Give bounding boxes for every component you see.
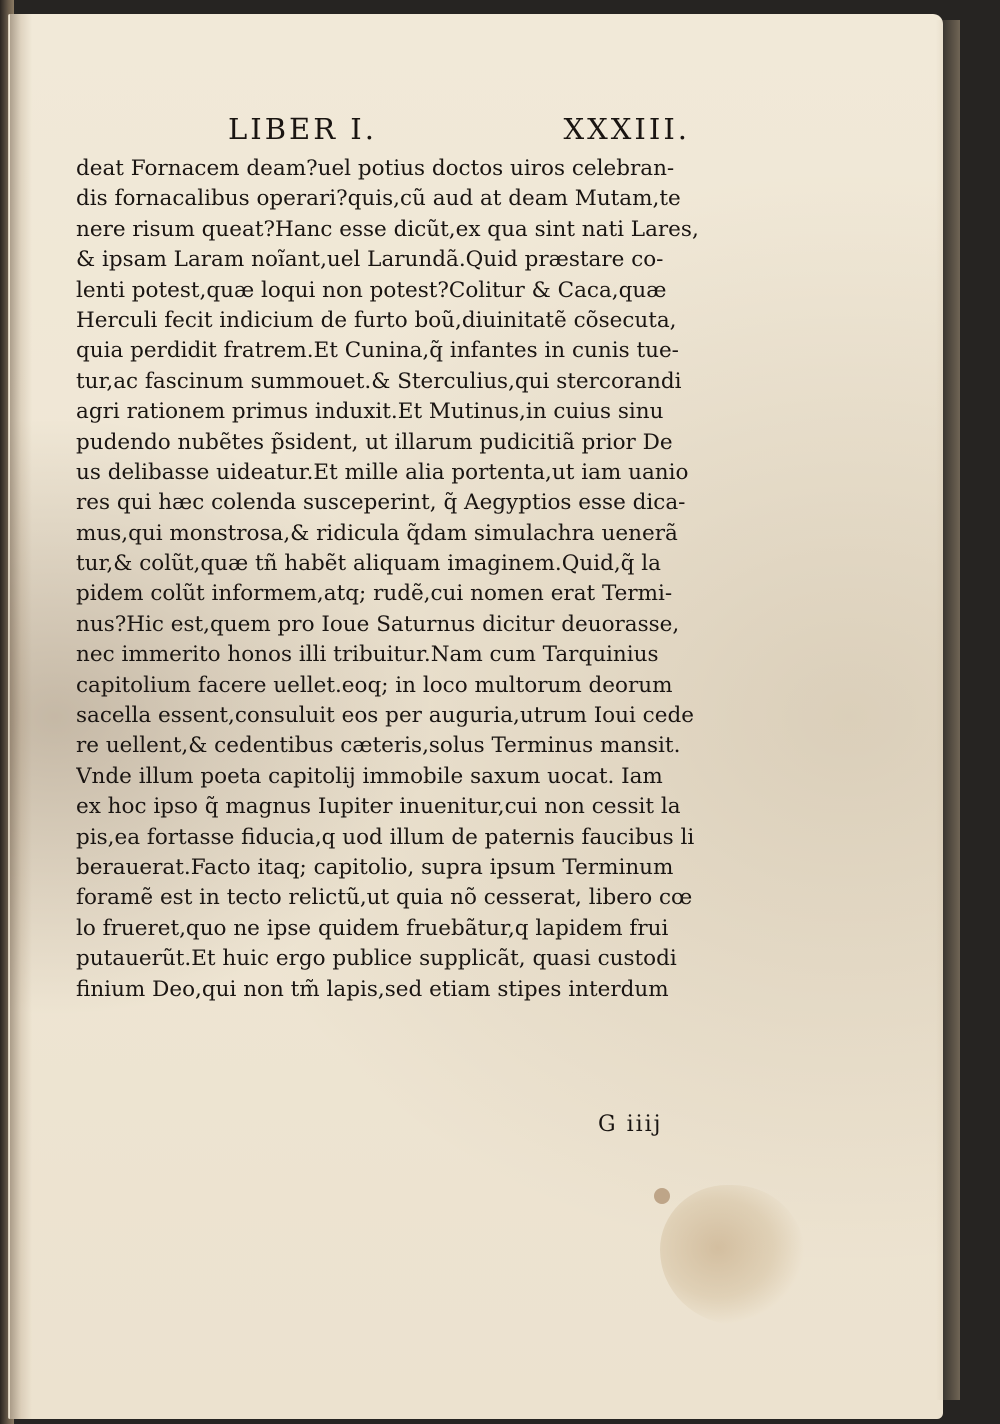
text-line: nec immerito honos illi tribuitur.Nam cum Tarquinius	[76, 642, 659, 668]
text-line: agri rationem primus induxit.Et Mutinus,in cuius sinu	[76, 399, 664, 425]
body-text	[76, 154, 701, 1005]
text-line: dis fornacalibus operari?quis,cũ aud at deam Mutam,te	[76, 186, 681, 212]
text-line: capitolium facere uellet.eoq; in loco multorum deorum	[76, 672, 673, 698]
ink-spot	[654, 1188, 670, 1204]
text-line: mus,qui monstrosa,& ridicula q̃dam simulachra uenerã	[76, 520, 678, 546]
text-line: & ipsam Laram noĩant,uel Larundã.Quid præstare co-	[76, 247, 664, 273]
text-line: pudendo nubẽtes p̃sident, ut illarum pudicitiã prior De	[76, 429, 673, 455]
text-line: berauerat.Facto itaq; capitolio, supra ipsum Terminum	[76, 854, 674, 880]
text-line: Vnde illum poeta capitolij immobile saxum uocat. Iam	[76, 763, 663, 789]
text-line: nere risum queat?Hanc esse dicũt,ex qua sint nati Lares,	[76, 216, 699, 242]
text-line: tur,ac fascinum summouet.& Sterculius,qui stercorandi	[76, 368, 682, 394]
folio-number: XXXIII.	[563, 112, 690, 146]
text-line: quia perdidit fratrem.Et Cunina,q̃ infantes in cunis tue-	[76, 338, 679, 364]
text-line: finium Deo,qui non tm̃ lapis,sed etiam stipes interdum	[76, 976, 669, 1002]
text-line: pis,ea fortasse fiducia,q uod illum de paternis faucibus li	[76, 824, 695, 850]
text-line: tur,& colũt,quæ tñ habẽt aliquam imaginem.Quid,q̃ la	[76, 551, 661, 577]
text-line: foramẽ est in tecto relictũ,ut quia nõ cesserat, libero cœ	[76, 885, 693, 911]
text-line: putauerũt.Et huic ergo publice supplicãt, quasi custodi	[76, 946, 677, 972]
running-head	[228, 112, 690, 152]
binding-gutter	[10, 14, 32, 1419]
text-line: sacella essent,consuluit eos per auguria,utrum Ioui cede	[76, 703, 694, 729]
text-line: nus?Hic est,quem pro Ioue Saturnus dicitur deuorasse,	[76, 611, 680, 637]
page-edge-wear	[936, 20, 960, 1400]
text-line: deat Fornacem deam?uel potius doctos uiros celebran-	[76, 156, 675, 181]
text-line: us delibasse uideatur.Et mille alia portenta,ut iam uanio	[76, 459, 689, 485]
text-line: pidem colũt informem,atq; rudẽ,cui nomen erat Termi-	[76, 581, 673, 607]
text-line: re uellent,& cedentibus cæteris,solus Terminus mansit.	[76, 733, 681, 759]
text-line: Herculi fecit indicium de furto boũ,diuinitatẽ cõsecuta,	[76, 307, 677, 333]
text-line: ex hoc ipso q̃ magnus Iupiter inuenitur,cui non cessit la	[76, 794, 681, 820]
text-line: lo frueret,quo ne ipse quidem fruebãtur,q lapidem frui	[76, 915, 669, 941]
book-number: LIBER I.	[228, 112, 377, 146]
signature-mark: G iiij	[598, 1112, 663, 1137]
text-line: res qui hæc colenda susceperint, q̃ Aegyptios esse dica-	[76, 490, 686, 516]
text-line: lenti potest,quæ loqui non potest?Colitur & Caca,quæ	[76, 277, 667, 303]
